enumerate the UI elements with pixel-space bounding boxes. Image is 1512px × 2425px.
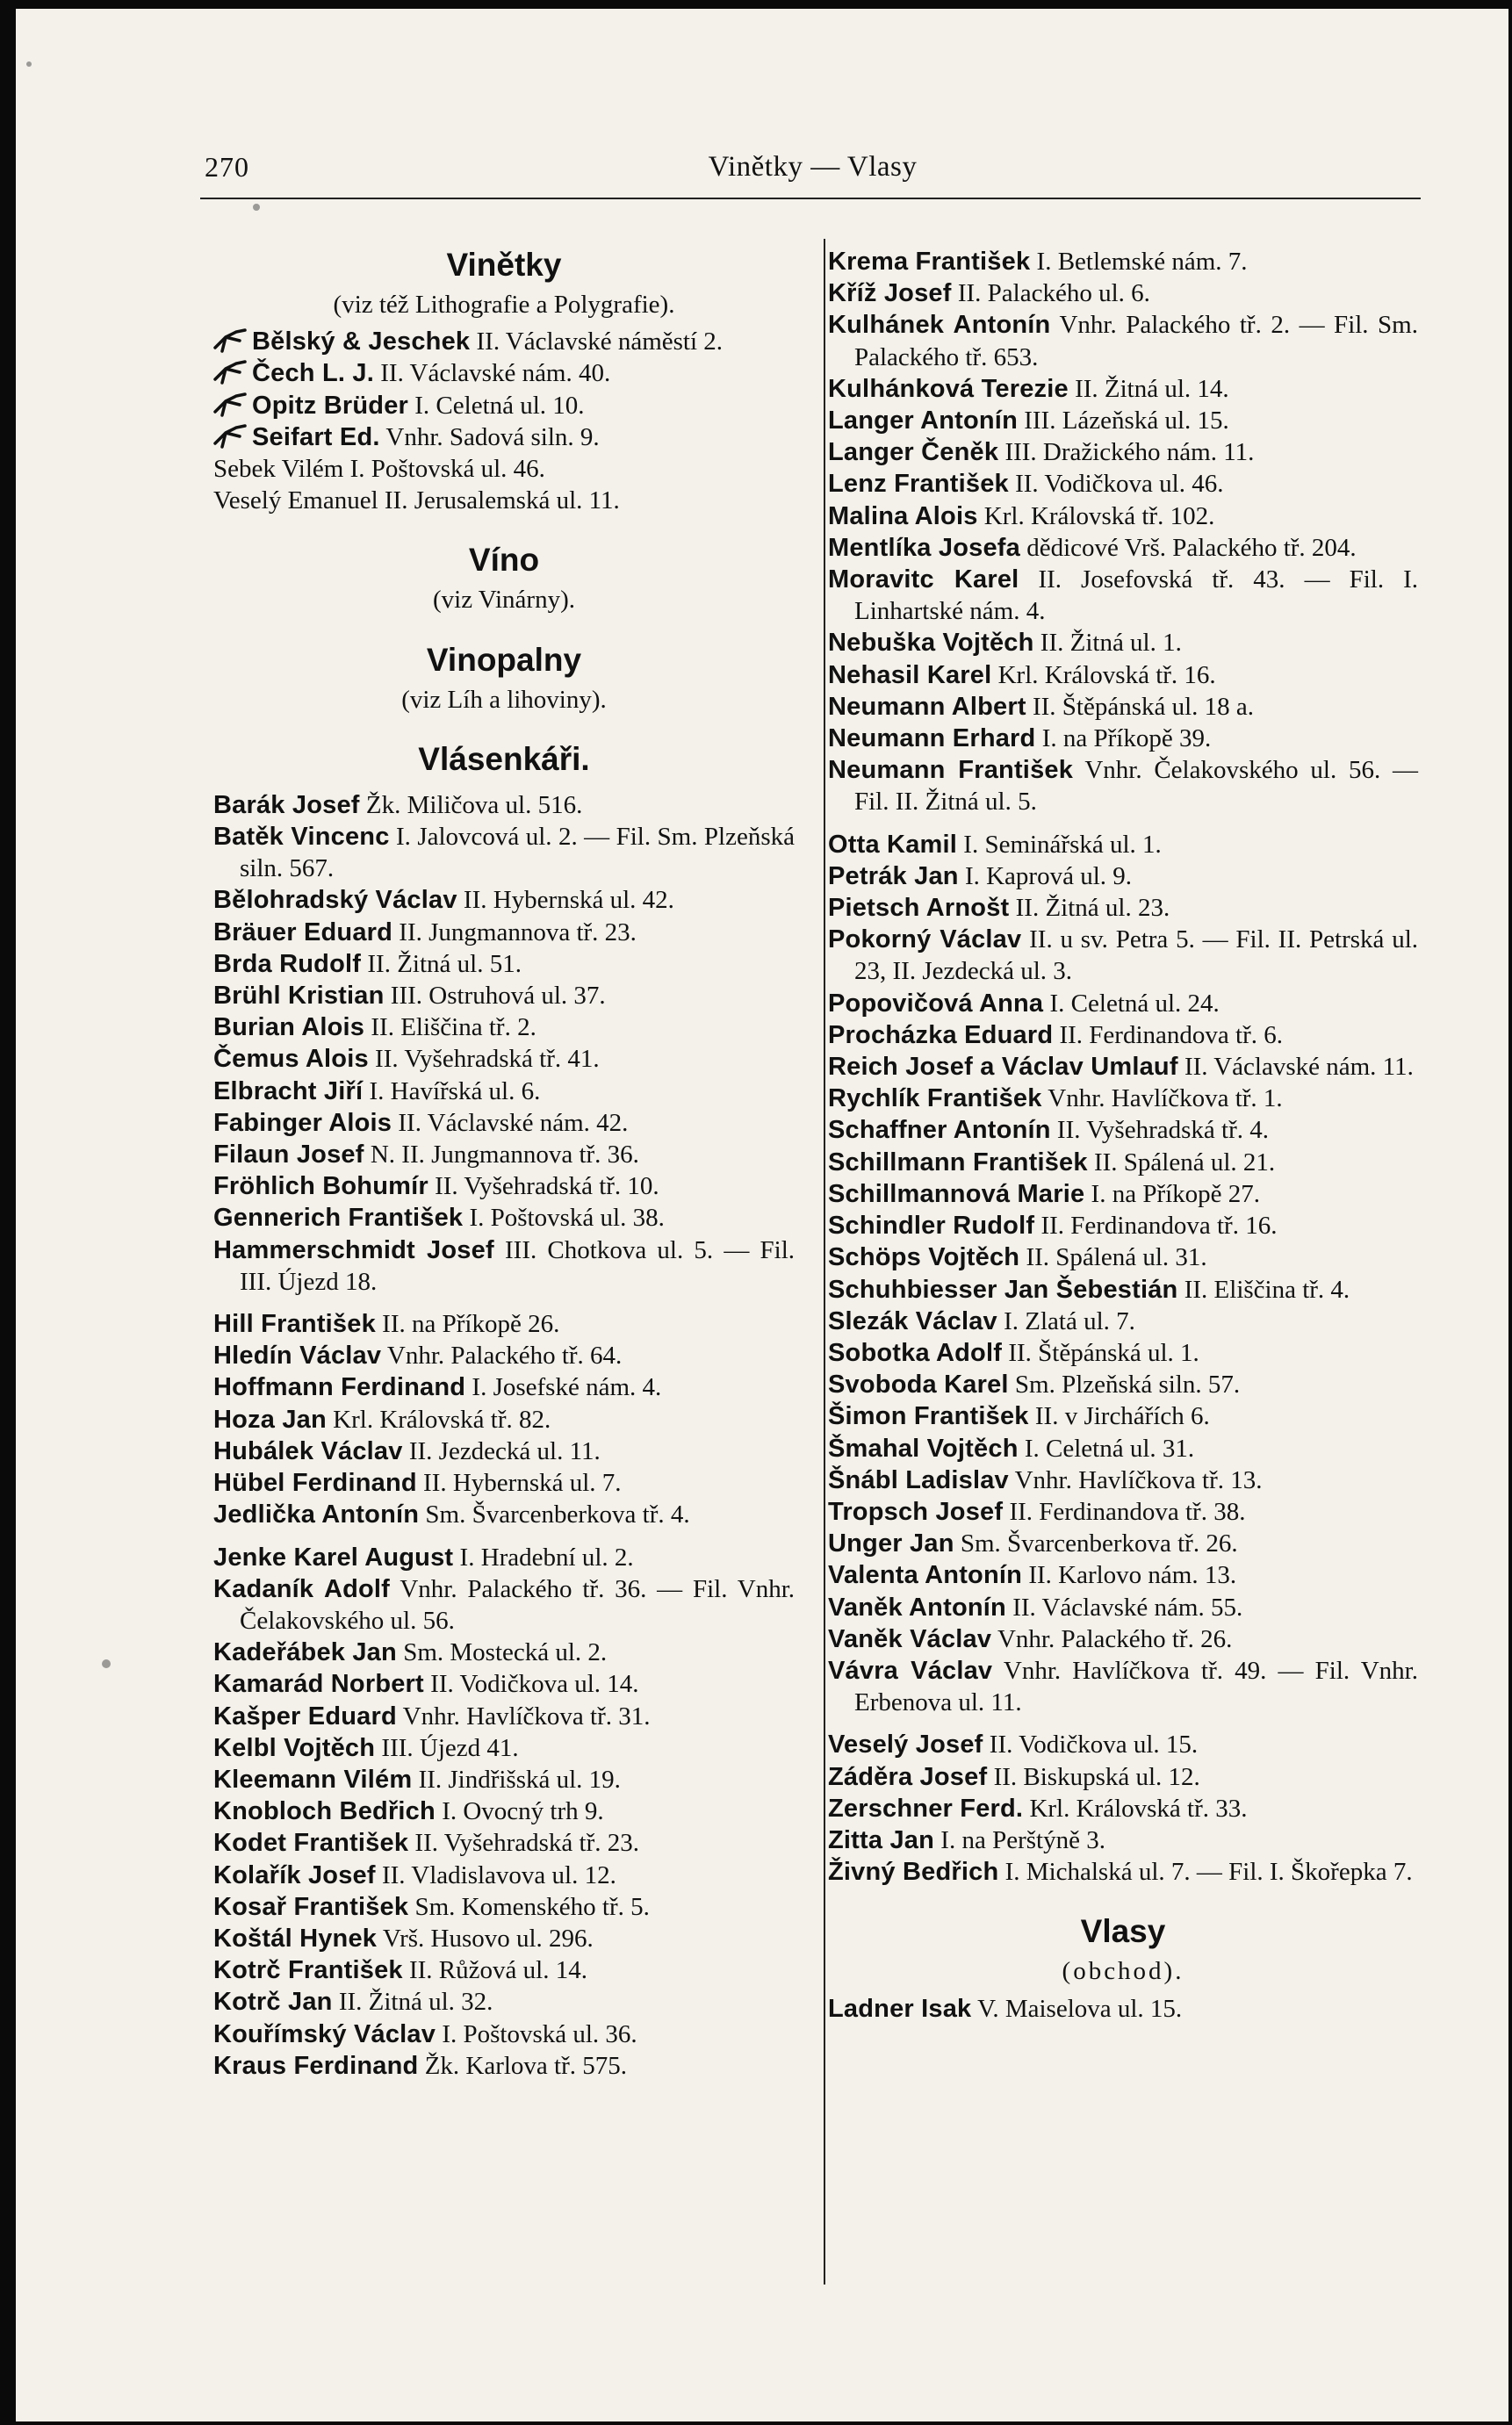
book-page bbox=[16, 9, 1508, 2421]
list-item bbox=[828, 373, 1418, 405]
entry-address: dědicové Vrš. Palackého tř. 204. bbox=[1026, 533, 1357, 562]
entry-address: II. Václavské nám. 40. bbox=[380, 359, 611, 388]
entry-name: Kodet František bbox=[213, 1829, 409, 1858]
entry-address: II. na Příkopě 26. bbox=[382, 1310, 560, 1339]
entry-address: Žk. Miličova ul. 516. bbox=[365, 790, 583, 819]
list-item bbox=[213, 1923, 795, 1954]
list-item bbox=[828, 1241, 1418, 1273]
entry-name: Kolařík Josef bbox=[213, 1860, 376, 1889]
entry-address: Vnhr. Havlíčkova tř. 31. bbox=[402, 1702, 651, 1731]
entry-address: II. Václavské náměstí 2. bbox=[476, 327, 724, 356]
entry-address: II. Spálená ul. 21. bbox=[1093, 1148, 1276, 1177]
list-item bbox=[213, 1234, 795, 1298]
list-item bbox=[213, 1107, 795, 1139]
entry-name: Hill František bbox=[213, 1310, 376, 1339]
entry-name: Kelbl Vojtěch bbox=[213, 1733, 376, 1762]
list-item bbox=[213, 821, 795, 884]
entry-address: II. Vyšehradská tř. 41. bbox=[375, 1045, 600, 1074]
entry-address: I. Jalovcová ul. 2. — Fil. Sm. Plzeňská siln. 567. bbox=[240, 823, 796, 883]
list-item bbox=[213, 485, 795, 516]
list-item bbox=[213, 1170, 795, 1202]
entry-name: Hubálek Václav bbox=[213, 1436, 403, 1465]
entry-address: Sm. Švarcenberkova tř. 26. bbox=[960, 1529, 1238, 1558]
list-item bbox=[828, 564, 1418, 627]
entry-name: Hledín Václav bbox=[213, 1342, 382, 1371]
list-item bbox=[213, 1637, 795, 1668]
entry-address: II. Josefovská tř. 43. — Fil. I. Linhartské nám. 4. bbox=[854, 565, 1419, 626]
list-item bbox=[213, 1891, 795, 1923]
header-rule bbox=[200, 198, 1421, 199]
entry-address: II. Žitná ul. 51. bbox=[367, 949, 522, 978]
entry-address: II. Biskupská ul. 12. bbox=[993, 1762, 1200, 1791]
entry-address: Vnhr. Sadová siln. 9. bbox=[385, 422, 600, 451]
list-item bbox=[213, 1827, 795, 1859]
entry-name: Reich Josef a Václav Umlauf bbox=[828, 1053, 1178, 1082]
entry-address: III. Chotkova ul. 5. — Fil. III. Újezd 18. bbox=[240, 1235, 796, 1296]
column-divider bbox=[824, 239, 825, 2285]
entry-address: V. Maiselova ul. 15. bbox=[977, 1994, 1183, 2023]
list-item bbox=[828, 1019, 1418, 1051]
entry-name: Čech L. J. bbox=[252, 359, 374, 388]
entry-name: Jedlička Antonín bbox=[213, 1500, 420, 1529]
entry-address: I. Seminářská ul. 1. bbox=[963, 830, 1162, 859]
entry-name: Knobloch Bedřich bbox=[213, 1797, 436, 1826]
entry-address: I. Ovocný trh 9. bbox=[442, 1797, 604, 1826]
entry-name: Batěk Vincenc bbox=[213, 823, 390, 852]
list-item bbox=[213, 1308, 795, 1340]
list-item bbox=[213, 1076, 795, 1107]
entry-name: Bělohradský Václav bbox=[213, 886, 457, 915]
list-item bbox=[828, 1559, 1418, 1591]
list-item bbox=[828, 1993, 1418, 2025]
entry-name: Popovičová Anna bbox=[828, 989, 1044, 1018]
list-item bbox=[828, 309, 1418, 372]
entry-name: Gennerich František bbox=[213, 1204, 464, 1233]
entry-address: I. Havířská ul. 6. bbox=[369, 1076, 541, 1105]
entry-name: Otta Kamil bbox=[828, 830, 958, 859]
entry-address: Vnhr. Havlíčkova tř. 1. bbox=[1048, 1084, 1283, 1113]
list-item bbox=[213, 1011, 795, 1043]
entry-address: Vnhr. Palackého tř. 2. — Fil. Sm. Palackého tř. 653. bbox=[854, 311, 1418, 371]
entry-name: Neumann Erhard bbox=[828, 724, 1036, 753]
entry-name: Nebuška Vojtěch bbox=[828, 629, 1034, 658]
section-heading-vlasy: Vlasy bbox=[1080, 1913, 1166, 1950]
entry-address: I. na Perštýně 3. bbox=[940, 1825, 1105, 1854]
list-item bbox=[213, 1701, 795, 1732]
list-item bbox=[213, 2018, 795, 2050]
list-item bbox=[213, 1202, 795, 1234]
list-item bbox=[213, 789, 795, 821]
list-item bbox=[828, 691, 1418, 723]
entry-address: II. Žitná ul. 32. bbox=[338, 1988, 493, 2017]
cross-reference: (viz též Lithografie a Polygrafie). bbox=[333, 291, 675, 319]
entry-address: III. Ostruhová ul. 37. bbox=[390, 982, 606, 1011]
list-item bbox=[828, 1793, 1418, 1824]
list-item bbox=[213, 1954, 795, 1986]
entry-name: Procházka Eduard bbox=[828, 1020, 1054, 1049]
section-heading-vinopalny: Vinopalny bbox=[426, 641, 582, 678]
entry-list-left bbox=[213, 789, 795, 2082]
list-item bbox=[828, 1464, 1418, 1496]
entry-address: I. Betlemské nám. 7. bbox=[1036, 248, 1248, 276]
list-item bbox=[213, 1764, 795, 1795]
list-item bbox=[828, 1210, 1418, 1241]
entry-name: Vaněk Václav bbox=[828, 1624, 992, 1653]
entry-name: Burian Alois bbox=[213, 1013, 365, 1042]
entry-name: Nehasil Karel bbox=[828, 660, 992, 689]
entry-name: Šnábl Ladislav bbox=[828, 1465, 1009, 1494]
cross-reference: (viz Líh a lihoviny). bbox=[401, 685, 607, 714]
list-item bbox=[828, 1824, 1418, 1856]
entry-name: Jenke Karel August bbox=[213, 1543, 454, 1572]
list-item bbox=[828, 1528, 1418, 1559]
list-item bbox=[828, 532, 1418, 564]
entry-name: Krema František bbox=[828, 248, 1031, 276]
list-item bbox=[213, 1542, 795, 1573]
list-item bbox=[213, 884, 795, 916]
list-item bbox=[828, 627, 1418, 658]
list-item bbox=[828, 1306, 1418, 1337]
list-item bbox=[213, 1436, 795, 1467]
list-item bbox=[828, 1655, 1418, 1718]
entry-address: Krl. Královská tř. 33. bbox=[1029, 1794, 1248, 1823]
list-item bbox=[828, 1400, 1418, 1432]
entry-name: Kulhánek Antonín bbox=[828, 311, 1051, 340]
trademark-hand-icon bbox=[213, 424, 248, 449]
entry-name: Filaun Josef bbox=[213, 1141, 364, 1169]
entry-address: II. u sv. Petra 5. — Fil. II. Petrská ul. 23, II. Jezdecká ul. 3. bbox=[854, 925, 1418, 986]
entry-name: Ladner Isak bbox=[828, 1994, 972, 2023]
entry-address: I. Celetná ul. 24. bbox=[1049, 989, 1220, 1018]
entry-name: Fabinger Alois bbox=[213, 1108, 392, 1137]
left-column bbox=[213, 246, 795, 2082]
cross-reference: (viz Vinárny). bbox=[432, 586, 575, 615]
entry-address: II. Vyšehradská tř. 23. bbox=[414, 1829, 639, 1858]
list-item bbox=[828, 500, 1418, 532]
entry-name: Veselý Josef bbox=[828, 1731, 983, 1759]
list-item bbox=[213, 980, 795, 1011]
running-title: Vinětky — Vlasy bbox=[708, 151, 918, 183]
entry-name: Vaněk Antonín bbox=[828, 1593, 1006, 1622]
entry-address: Vnhr. Palackého tř. 64. bbox=[386, 1342, 623, 1371]
entry-address: II. Václavské nám. 42. bbox=[398, 1108, 629, 1137]
entry-name: Langer Čeněk bbox=[828, 438, 999, 467]
entry-name: Kulhánková Terezie bbox=[828, 374, 1069, 403]
list-item bbox=[828, 1051, 1418, 1083]
entry-name: Pokorný Václav bbox=[828, 925, 1022, 954]
entry-address: II. Štěpánská ul. 18 a. bbox=[1032, 692, 1255, 721]
entry-name: Kašper Eduard bbox=[213, 1702, 397, 1731]
list-item bbox=[828, 1592, 1418, 1623]
entry-address: II. Ferdinandova tř. 16. bbox=[1040, 1212, 1278, 1241]
list-item bbox=[828, 988, 1418, 1019]
entry-address: II. Jungmannova tř. 23. bbox=[399, 917, 637, 946]
entry-name: Kadaník Adolf bbox=[213, 1574, 391, 1603]
entry-address: II. Palackého ul. 6. bbox=[957, 279, 1150, 308]
entry-name: Šmahal Vojtěch bbox=[828, 1434, 1019, 1463]
entry-name: Vávra Václav bbox=[828, 1656, 993, 1685]
entry-address: Vnhr. Palackého tř. 36. — Fil. Vnhr. Čelakovského ul. 56. bbox=[240, 1574, 795, 1635]
entry-name: Lenz František bbox=[828, 470, 1009, 499]
list-item bbox=[828, 1274, 1418, 1306]
list-item bbox=[828, 246, 1418, 277]
entry-name: Pietsch Arnošt bbox=[828, 894, 1010, 923]
entry-name: Sebek Vilém bbox=[213, 455, 344, 484]
entry-name: Petrák Jan bbox=[828, 861, 959, 890]
list-item bbox=[213, 1340, 795, 1371]
entry-name: Malina Alois bbox=[828, 501, 978, 530]
entry-name: Hoffmann Ferdinand bbox=[213, 1373, 466, 1402]
entry-address: Vnhr. Palackého tř. 26. bbox=[997, 1624, 1233, 1653]
section-heading-vinetky: Vinětky bbox=[446, 247, 562, 283]
entry-address: II. Žitná ul. 1. bbox=[1040, 629, 1182, 658]
list-item bbox=[213, 2050, 795, 2082]
entry-address: Vnhr. Havlíčkova tř. 13. bbox=[1014, 1465, 1263, 1494]
entry-address: Sm. Švarcenberkova tř. 4. bbox=[425, 1500, 690, 1529]
entry-name: Schillmannová Marie bbox=[828, 1179, 1085, 1208]
list-item bbox=[213, 1371, 795, 1403]
list-item bbox=[828, 860, 1418, 892]
entry-address: II. Štěpánská ul. 1. bbox=[1008, 1338, 1199, 1367]
entry-name: Schuhbiesser Jan Šebestián bbox=[828, 1275, 1178, 1304]
entry-name: Kamarád Norbert bbox=[213, 1670, 424, 1699]
entry-address: I. na Příkopě 27. bbox=[1091, 1179, 1261, 1208]
list-item bbox=[213, 326, 795, 357]
cross-reference: (obchod). bbox=[1062, 1957, 1184, 1986]
list-item bbox=[213, 1573, 795, 1637]
entry-address: I. Poštovská ul. 36. bbox=[442, 2019, 637, 2048]
entry-name: Kraus Ferdinand bbox=[213, 2051, 419, 2080]
list-item bbox=[213, 421, 795, 453]
entry-address: II. v Jirchářích 6. bbox=[1034, 1402, 1210, 1431]
entry-name: Schindler Rudolf bbox=[828, 1212, 1035, 1241]
entry-name: Živný Bedřich bbox=[828, 1858, 999, 1887]
entry-name: Barák Josef bbox=[213, 790, 360, 819]
entry-name: Kadeřábek Jan bbox=[213, 1638, 397, 1667]
entry-name: Valenta Antonín bbox=[828, 1561, 1023, 1590]
list-item bbox=[213, 1467, 795, 1499]
entry-name: Kouřímský Václav bbox=[213, 2019, 436, 2048]
entry-name: Záděra Josef bbox=[828, 1762, 988, 1791]
entry-name: Brda Rudolf bbox=[213, 949, 362, 978]
print-speck bbox=[26, 61, 32, 67]
entry-address: I. Poštovská ul. 38. bbox=[469, 1204, 665, 1233]
entry-name: Mentlíka Josefa bbox=[828, 533, 1020, 562]
list-item bbox=[828, 1761, 1418, 1793]
entry-name: Schaffner Antonín bbox=[828, 1116, 1051, 1145]
list-item bbox=[828, 1496, 1418, 1528]
entry-name: Šimon František bbox=[828, 1402, 1029, 1431]
entry-address: II. Jindřišská ul. 19. bbox=[418, 1765, 621, 1794]
list-item bbox=[828, 924, 1418, 987]
entry-name: Kleemann Vilém bbox=[213, 1765, 413, 1794]
entry-name: Slezák Václav bbox=[828, 1306, 997, 1335]
list-item bbox=[213, 1860, 795, 1891]
list-item bbox=[828, 723, 1418, 754]
trademark-hand-icon bbox=[213, 328, 248, 353]
list-item bbox=[213, 390, 795, 421]
list-item bbox=[828, 659, 1418, 691]
entry-name: Schöps Vojtěch bbox=[828, 1243, 1020, 1272]
entry-address: Vnhr. Čelakovského ul. 56. — Fil. II. Žitná ul. 5. bbox=[854, 756, 1419, 817]
list-item bbox=[213, 1499, 795, 1530]
print-speck bbox=[253, 204, 260, 211]
entry-address: Vrš. Husovo ul. 296. bbox=[382, 1924, 594, 1953]
entry-address: II. Václavské nám. 11. bbox=[1184, 1053, 1414, 1082]
entry-address: II. Jerusalemská ul. 11. bbox=[384, 486, 620, 515]
entry-address: Vnhr. Havlíčkova tř. 49. — Fil. Vnhr. Erbenova ul. 11. bbox=[854, 1656, 1418, 1717]
list-item bbox=[213, 948, 795, 980]
list-item bbox=[213, 1732, 795, 1764]
entry-name: Seifart Ed. bbox=[252, 422, 380, 451]
list-item bbox=[828, 1114, 1418, 1146]
list-item bbox=[213, 917, 795, 948]
entry-address: Krl. Královská tř. 82. bbox=[333, 1405, 551, 1434]
list-item bbox=[828, 1856, 1418, 1888]
list-item bbox=[828, 277, 1418, 309]
entry-name: Kotrč František bbox=[213, 1956, 403, 1985]
entry-name: Tropsch Josef bbox=[828, 1497, 1004, 1526]
list-item bbox=[828, 754, 1418, 817]
entry-address: II. Vodičkova ul. 14. bbox=[430, 1670, 639, 1699]
entry-address: Žk. Karlova tř. 575. bbox=[424, 2051, 628, 2080]
entry-address: II. Eliščina tř. 4. bbox=[1184, 1275, 1350, 1304]
entry-address: II. Vodičkova ul. 15. bbox=[989, 1731, 1199, 1759]
list-item bbox=[213, 1139, 795, 1170]
entry-address: II. Karlovo nám. 13. bbox=[1028, 1561, 1237, 1590]
list-item bbox=[828, 436, 1418, 468]
entry-address: I. Celetná ul. 31. bbox=[1024, 1434, 1195, 1463]
list-item bbox=[828, 1369, 1418, 1400]
entry-name: Sobotka Adolf bbox=[828, 1338, 1003, 1367]
list-item bbox=[828, 1729, 1418, 1760]
entry-name: Elbracht Jiří bbox=[213, 1076, 364, 1105]
entry-name: Brühl Kristian bbox=[213, 982, 385, 1011]
list-item bbox=[828, 829, 1418, 860]
entry-address: II. Žitná ul. 23. bbox=[1015, 894, 1170, 923]
list-item bbox=[828, 1623, 1418, 1655]
entry-name: Unger Jan bbox=[828, 1529, 954, 1558]
list-item bbox=[213, 1795, 795, 1827]
list-item bbox=[828, 1147, 1418, 1178]
entry-name: Kotrč Jan bbox=[213, 1988, 333, 2017]
entry-address: I. Hradební ul. 2. bbox=[459, 1543, 634, 1572]
list-item bbox=[213, 453, 795, 485]
entry-address: I. Zlatá ul. 7. bbox=[1004, 1306, 1135, 1335]
list-item bbox=[828, 468, 1418, 500]
entry-name: Fröhlich Bohumír bbox=[213, 1172, 428, 1201]
entry-name: Kosař František bbox=[213, 1892, 409, 1921]
list-item bbox=[828, 405, 1418, 436]
entry-address: II. Hybernská ul. 42. bbox=[463, 886, 674, 915]
entry-address: N. II. Jungmannova tř. 36. bbox=[370, 1141, 639, 1169]
entry-address: III. Dražického nám. 11. bbox=[1004, 438, 1255, 467]
entry-name: Svoboda Karel bbox=[828, 1371, 1009, 1400]
entry-name: Zerschner Ferd. bbox=[828, 1794, 1024, 1823]
entry-list-right bbox=[828, 246, 1418, 1888]
entry-address: Sm. Komenského tř. 5. bbox=[414, 1892, 650, 1921]
entry-name: Langer Antonín bbox=[828, 407, 1018, 435]
entry-address: Krl. Královská tř. 102. bbox=[983, 501, 1215, 530]
entry-address: II. Jezdecká ul. 11. bbox=[408, 1436, 601, 1465]
entry-name: Hübel Ferdinand bbox=[213, 1469, 417, 1498]
entry-address: I. Michalská ul. 7. — Fil. I. Škořepka 7. bbox=[1004, 1858, 1413, 1887]
list-item bbox=[828, 1178, 1418, 1210]
page-number: 270 bbox=[205, 151, 249, 183]
entry-name: Schillmann František bbox=[828, 1148, 1088, 1177]
entry-address: II. Václavské nám. 55. bbox=[1012, 1593, 1243, 1622]
entry-address: II. Růžová ul. 14. bbox=[408, 1956, 587, 1985]
print-speck bbox=[102, 1659, 111, 1668]
entry-name: Rychlík František bbox=[828, 1084, 1042, 1113]
entry-name: Moravitc Karel bbox=[828, 565, 1019, 594]
entry-address: II. Ferdinandova tř. 38. bbox=[1009, 1497, 1246, 1526]
entry-name: Neumann František bbox=[828, 756, 1074, 785]
entry-name: Hoza Jan bbox=[213, 1405, 327, 1434]
entry-address: II. Hybernská ul. 7. bbox=[423, 1469, 622, 1498]
entry-address: I. Kaprová ul. 9. bbox=[964, 861, 1133, 890]
entry-address: I. na Příkopě 39. bbox=[1041, 724, 1212, 753]
section-heading-vino: Víno bbox=[468, 542, 540, 579]
entry-name: Veselý Emanuel bbox=[213, 486, 378, 515]
entry-name: Čemus Alois bbox=[213, 1045, 369, 1074]
entry-address: I. Josefské nám. 4. bbox=[472, 1373, 662, 1402]
entry-address: II. Ferdinandova tř. 6. bbox=[1059, 1020, 1283, 1049]
entry-name: Koštál Hynek bbox=[213, 1924, 378, 1953]
entry-address: II. Spálená ul. 31. bbox=[1026, 1243, 1207, 1272]
list-item bbox=[213, 1986, 795, 2018]
right-column bbox=[828, 246, 1418, 2025]
entry-name: Zitta Jan bbox=[828, 1825, 935, 1854]
trademark-hand-icon bbox=[213, 392, 248, 417]
list-item bbox=[828, 1433, 1418, 1464]
list-item bbox=[828, 1083, 1418, 1114]
trademark-hand-icon bbox=[213, 360, 248, 385]
list-item bbox=[828, 892, 1418, 924]
entry-address: Krl. Královská tř. 16. bbox=[997, 660, 1216, 689]
entry-name: Kříž Josef bbox=[828, 279, 952, 308]
entry-address: Sm. Mostecká ul. 2. bbox=[403, 1638, 608, 1667]
list-item bbox=[213, 1668, 795, 1700]
entry-address: I. Celetná ul. 10. bbox=[414, 391, 585, 420]
entry-name: Hammerschmidt Josef bbox=[213, 1235, 494, 1264]
entry-name: Opitz Brüder bbox=[252, 391, 409, 420]
running-head bbox=[205, 148, 1421, 190]
entry-address: Sm. Plzeňská siln. 57. bbox=[1014, 1371, 1241, 1400]
list-item bbox=[213, 1404, 795, 1436]
list-item bbox=[828, 1337, 1418, 1369]
entry-address: II. Vyšehradská tř. 10. bbox=[435, 1172, 659, 1201]
list-item bbox=[213, 357, 795, 389]
list-item bbox=[213, 1043, 795, 1075]
section-heading-vlasenkari: Vlásenkáři. bbox=[418, 740, 590, 777]
entry-name: Bělský & Jeschek bbox=[252, 327, 471, 356]
entry-address: II. Vyšehradská tř. 4. bbox=[1056, 1116, 1269, 1145]
entry-address: II. Žitná ul. 14. bbox=[1075, 374, 1229, 403]
entry-name: Neumann Albert bbox=[828, 692, 1026, 721]
entry-address: II. Vladislavova ul. 12. bbox=[381, 1860, 616, 1889]
entry-address: III. Újezd 41. bbox=[381, 1733, 519, 1762]
entry-address: I. Poštovská ul. 46. bbox=[349, 455, 545, 484]
entry-address: II. Vodičkova ul. 46. bbox=[1015, 470, 1224, 499]
entry-address: II. Eliščina tř. 2. bbox=[371, 1013, 536, 1042]
entry-name: Bräuer Eduard bbox=[213, 917, 393, 946]
entry-address: III. Lázeňská ul. 15. bbox=[1024, 407, 1229, 435]
